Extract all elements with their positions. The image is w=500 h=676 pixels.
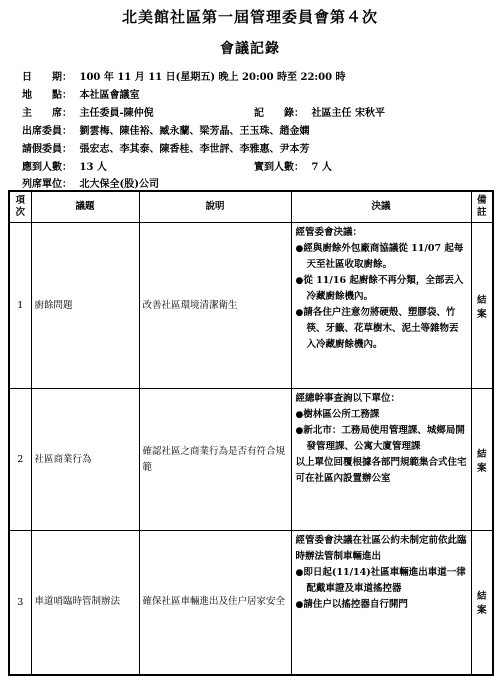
table-row [9, 389, 493, 531]
bullet-dot-icon: ● [295, 308, 304, 318]
meeting-title: 北美館社區第一屆管理委員會第４次 [121, 8, 378, 26]
resolution-bullet: ●即日起(11/14)社區車輛進出車道一律配戴車證及車道搖控器 [295, 567, 466, 594]
row-desc: 確認社區之商業行為是否有符合規範 [139, 389, 291, 531]
expected-count-value: 13 人 [79, 162, 107, 173]
date-value: 100 年 11 月 11 日(星期五) 晚上 20:00 時至 22:00 時 [79, 72, 346, 83]
resolution-bullet: ●經與廚餘外包廠商協議從 11/07 起每天至社區收取廚餘。 [295, 243, 464, 270]
bullet-dot-icon: ● [295, 410, 304, 420]
table-row [9, 531, 493, 675]
actual-count-line [254, 158, 332, 173]
attendees-label: 出席委員： [22, 126, 72, 137]
place-line [22, 86, 139, 101]
chair-value: 主任委員-陳仲倪 [79, 108, 154, 119]
resolution-bullet: ●從 11/16 起廚餘不再分類，全部丟入冷藏廚餘機內。 [295, 275, 464, 302]
attendees-line [22, 122, 309, 137]
place-label: 地 點： [22, 90, 72, 101]
expected-count-label: 應到人數： [22, 162, 72, 173]
expected-count-line [22, 158, 107, 173]
bullet-dot-icon: ● [295, 244, 304, 254]
table-header-row [9, 191, 493, 223]
row-note: 結案 [471, 531, 493, 675]
date-line [22, 68, 346, 83]
row-topic: 車道哨臨時管制辦法 [31, 531, 139, 675]
header-note: 備註 [471, 191, 493, 223]
row-topic: 廚餘問題 [31, 223, 139, 389]
resolution-intro: 經管委會決議： [295, 227, 363, 238]
resolution-outro: 以上單位回覆根據各部門規範集合式住宅可在社區內設置辦公室 [295, 457, 467, 484]
row-note: 結案 [471, 389, 493, 531]
row-no: 2 [9, 389, 31, 531]
header-no: 項次 [9, 191, 31, 223]
recorder-line [254, 104, 385, 119]
resolution-intro: 經管委會決議在社區公約未制定前依此臨時辦法管制車輛進出 [295, 535, 467, 562]
observer-value: 北大保全(股)公司 [79, 179, 159, 190]
date-label: 日 期： [22, 72, 72, 83]
attendees-value: 劉雲梅、陳佳裕、臧永蘭、梁芳晶、王玉珠、趙金嫻 [79, 126, 310, 137]
row-topic: 社區商業行為 [31, 389, 139, 531]
resolution-bullet: ●新北市：工務局使用管理課、城鄉局開發管理課、公寓大廈管理課 [295, 425, 465, 452]
row-desc: 改善社區環境清潔衛生 [139, 223, 291, 389]
resolution-intro: 經總幹事查詢以下單位： [295, 393, 401, 404]
actual-count-label: 實到人數： [254, 162, 304, 173]
absentees-value: 張宏志、李其泰、陳香桂、李世評、李雅惠、尹本芳 [79, 144, 310, 155]
minutes-table [8, 190, 494, 676]
row-desc: 確保社區車輛進出及住户居家安全 [139, 531, 291, 675]
bullet-dot-icon: ● [295, 276, 304, 286]
bullet-dot-icon: ● [295, 426, 304, 436]
observer-line [22, 175, 159, 190]
table-row [9, 223, 493, 389]
place-value: 本社區會議室 [79, 90, 140, 101]
minutes-subtitle: 會議記錄 [220, 41, 280, 57]
row-resolution [291, 531, 471, 675]
absentees-label: 請假委員： [22, 144, 72, 155]
absentees-line [22, 140, 309, 155]
header-resolution: 決議 [291, 191, 471, 223]
chair-label: 主 席： [22, 108, 72, 119]
bullet-dot-icon: ● [295, 600, 304, 610]
resolution-bullet: ●請住户以搖控器自行開門 [295, 599, 408, 610]
recorder-label: 記 錄： [254, 108, 304, 119]
row-note: 結案 [471, 223, 493, 389]
row-no: 1 [9, 223, 31, 389]
bullet-dot-icon: ● [295, 568, 304, 578]
recorder-value: 社區主任 宋秋平 [311, 108, 385, 119]
row-no: 3 [9, 531, 31, 675]
header-topic: 議題 [31, 191, 139, 223]
resolution-bullet: ●請各住户注意勿將硬殼、塑膠袋、竹筷、牙籤、花草樹木、泥土等雜物丟入冷藏廚餘機內。 [295, 307, 459, 350]
resolution-bullet: ●樹林區公所工務課 [295, 409, 380, 420]
chair-line [22, 104, 154, 119]
row-resolution [291, 223, 471, 389]
row-resolution [291, 389, 471, 531]
header-desc: 說明 [139, 191, 291, 223]
actual-count-value: 7 人 [311, 162, 332, 173]
observer-label: 列席單位： [22, 179, 72, 190]
